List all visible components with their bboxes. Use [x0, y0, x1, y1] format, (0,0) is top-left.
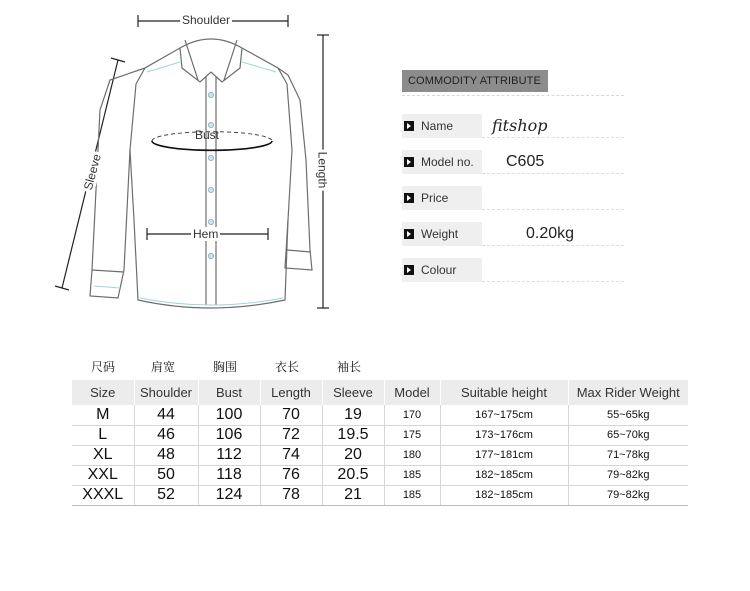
table-row: [72, 445, 688, 465]
arrow-bullet-icon: [404, 157, 414, 167]
table-cell: 21: [322, 485, 384, 505]
hem-label: Hem: [193, 227, 219, 241]
table-header-row: [72, 380, 688, 405]
price-value: [486, 186, 624, 210]
chinese-header: 衣长: [274, 360, 299, 374]
chinese-header: 袖长: [336, 360, 361, 374]
attribute-row-weight: [402, 222, 624, 246]
attribute-label: [402, 222, 482, 246]
colour-value: [486, 258, 624, 282]
brand-name-value: fitshop: [492, 116, 548, 135]
table-cell: 180: [384, 445, 440, 465]
divider: [402, 95, 624, 96]
chinese-header: 胸围: [212, 360, 237, 374]
table-cell: 124: [198, 485, 260, 505]
attribute-row-name: [402, 114, 624, 138]
commodity-attribute-panel: [402, 70, 627, 277]
attribute-row-price: [402, 186, 624, 210]
divider: [482, 137, 624, 138]
table-cell: 79~82kg: [568, 485, 688, 505]
arrow-bullet-icon: [404, 193, 414, 203]
shirt-illustration: [0, 0, 360, 330]
sleeve-label: Sleeve: [80, 152, 104, 192]
table-cell: 112: [198, 445, 260, 465]
table-cell: 46: [134, 425, 198, 445]
bust-label: Bust: [195, 128, 220, 142]
attribute-label: [402, 258, 482, 282]
table-cell: 48: [134, 445, 198, 465]
table-cell: 79~82kg: [568, 465, 688, 485]
table-cell: L: [72, 425, 134, 445]
attribute-label-text: Name: [421, 119, 454, 133]
column-header: Sleeve: [322, 380, 384, 405]
table-cell: 44: [134, 405, 198, 425]
shirt-measurement-diagram: [0, 0, 360, 330]
table-cell: 185: [384, 485, 440, 505]
chinese-header-row: [72, 358, 688, 376]
column-header: Bust: [198, 380, 260, 405]
table-cell: 100: [198, 405, 260, 425]
table-cell: 182~185cm: [440, 465, 568, 485]
table-cell: 55~65kg: [568, 405, 688, 425]
table-cell: 118: [198, 465, 260, 485]
attribute-label-text: Weight: [421, 227, 459, 241]
length-label: Length: [315, 151, 330, 189]
table-cell: XL: [72, 445, 134, 465]
table-cell: XXL: [72, 465, 134, 485]
table-cell: 177~181cm: [440, 445, 568, 465]
table-cell: 50: [134, 465, 198, 485]
table-cell: 185: [384, 465, 440, 485]
model-number-value: C605: [506, 153, 545, 170]
table-cell: 19.5: [322, 425, 384, 445]
attribute-label: [402, 114, 482, 138]
table-cell: M: [72, 405, 134, 425]
attribute-label: [402, 150, 482, 174]
table-cell: 20: [322, 445, 384, 465]
column-header: Suitable height: [440, 380, 568, 405]
column-header: Length: [260, 380, 322, 405]
attribute-label-text: Model no.: [421, 155, 474, 169]
table-cell: 72: [260, 425, 322, 445]
table-cell: 167~175cm: [440, 405, 568, 425]
arrow-bullet-icon: [404, 265, 414, 275]
arrow-bullet-icon: [404, 121, 414, 131]
divider: [482, 245, 624, 246]
attribute-row-model: [402, 150, 624, 174]
table-cell: 71~78kg: [568, 445, 688, 465]
divider: [482, 209, 624, 210]
size-chart-table: [72, 380, 688, 506]
table-cell: 175: [384, 425, 440, 445]
attribute-row-colour: [402, 258, 624, 282]
table-cell: 170: [384, 405, 440, 425]
table-cell: 182~185cm: [440, 485, 568, 505]
attribute-label-text: Price: [421, 191, 449, 205]
divider: [482, 281, 624, 282]
attribute-label-text: Colour: [421, 263, 457, 277]
table-cell: 19: [322, 405, 384, 425]
table-cell: 173~176cm: [440, 425, 568, 445]
column-header: Max Rider Weight: [568, 380, 688, 405]
commodity-attribute-header: COMMODITY ATTRIBUTE: [402, 70, 548, 92]
table-cell: 76: [260, 465, 322, 485]
table-row: [72, 465, 688, 485]
table-cell: 52: [134, 485, 198, 505]
table-cell: 20.5: [322, 465, 384, 485]
table-row: [72, 485, 688, 505]
column-header: Model: [384, 380, 440, 405]
chinese-header: 尺码: [90, 360, 115, 374]
shoulder-label: Shoulder: [182, 13, 231, 27]
weight-value: 0.20kg: [526, 225, 575, 242]
column-header: Size: [72, 380, 134, 405]
table-cell: 74: [260, 445, 322, 465]
chinese-header: 肩宽: [150, 360, 175, 374]
table-row: [72, 425, 688, 445]
table-cell: XXXL: [72, 485, 134, 505]
attribute-label: [402, 186, 482, 210]
table-row: [72, 405, 688, 425]
column-header: Shoulder: [134, 380, 198, 405]
table-cell: 106: [198, 425, 260, 445]
table-cell: 65~70kg: [568, 425, 688, 445]
table-cell: 78: [260, 485, 322, 505]
arrow-bullet-icon: [404, 229, 414, 239]
table-cell: 70: [260, 405, 322, 425]
divider: [482, 173, 624, 174]
